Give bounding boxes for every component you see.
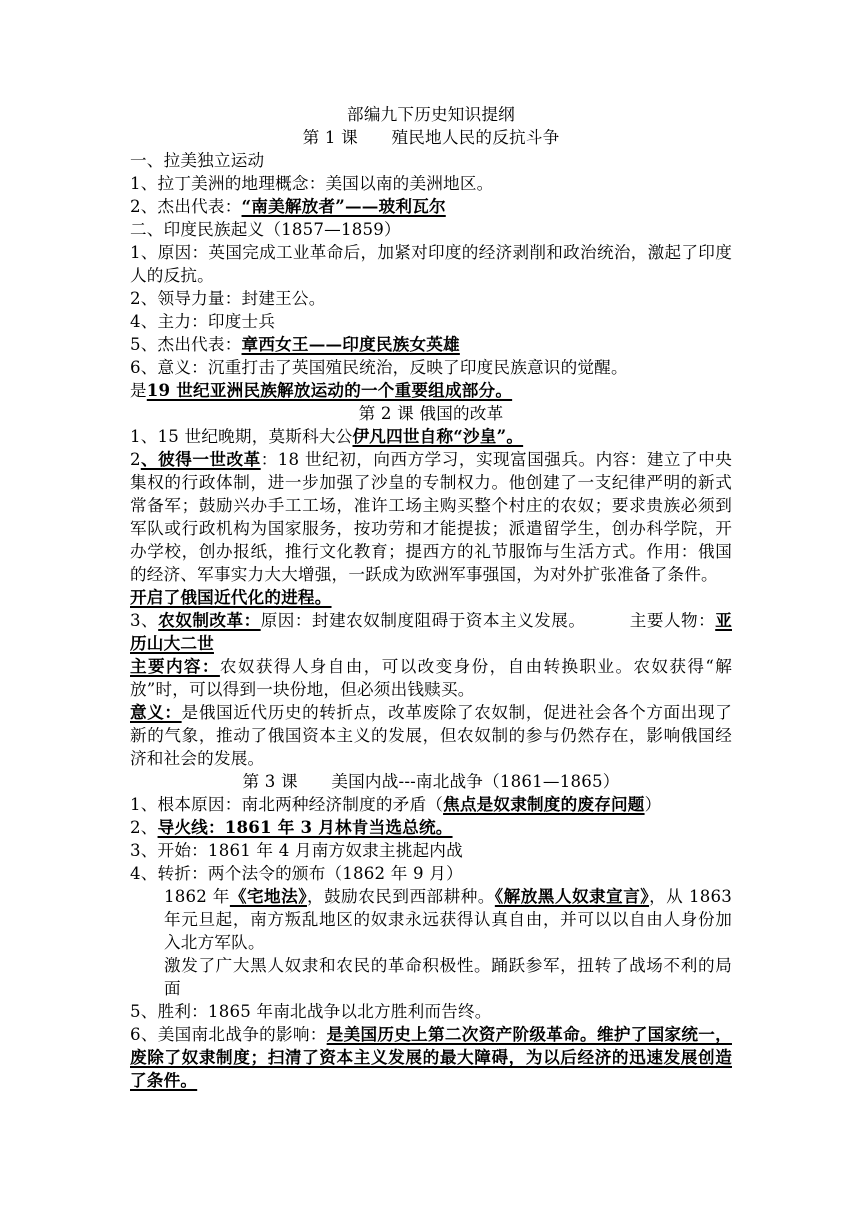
- paragraph: 1、根本原因：南北两种经济制度的矛盾（焦点是奴隶制度的废存问题）: [130, 794, 662, 814]
- paragraph: 4、转折：两个法令的颁布（1862 年 9 月）: [130, 864, 463, 883]
- paragraph: 意义：是俄国近代历史的转折点，改革废除了农奴制，促进社会各个方面出现了新的气象，推动了俄国资本主义的发展，但农奴制的参与仍然存在，影响俄国经济和社会的发展。: [130, 702, 732, 768]
- paragraph: [130, 586, 732, 609]
- section-heading: 二、印度民族起义（1857—1859）: [130, 220, 401, 239]
- highlighted-text: 伊凡四世自称“沙皇”。: [352, 426, 524, 446]
- highlighted-text: 导火线：1861 年 3 月林肯当选总统。: [157, 817, 453, 837]
- highlighted-text: 主要内容：: [130, 656, 220, 676]
- highlighted-text: 焦点是奴隶制度的废存问题: [443, 794, 645, 814]
- paragraph: 3、开始：1861 年 4 月南方奴隶主挑起内战: [130, 841, 463, 860]
- paragraph: 1、原因：英国完成工业革命后，加紧对印度的经济剥削和政治统治，激起了印度人的反抗。: [130, 243, 732, 285]
- highlighted-text: 、彼得一世改革: [140, 449, 261, 469]
- paragraph: 6、美国南北战争的影响：是美国历史上第二次资产阶级革命。维护了国家统一，废除了奴隶制度；扫清了资本主义发展的最大障碍，为以后经济的迅速发展创造了条件。: [130, 1024, 732, 1090]
- section-heading: 一、拉美独立运动: [130, 151, 265, 170]
- highlighted-text: 19 世纪亚洲民族解放运动的一个重要组成部分。: [146, 380, 513, 400]
- lesson-1-heading: 第 1 课 殖民地人民的反抗斗争: [302, 128, 560, 147]
- highlighted-text: 开启了俄国近代化的进程。: [130, 587, 332, 607]
- paragraph: 2、杰出代表：“南美解放者”——玻利瓦尔: [130, 196, 446, 216]
- highlighted-text: “南美解放者”——玻利瓦尔: [241, 196, 446, 216]
- paragraph: 2、领导力量：封建王公。: [130, 289, 326, 308]
- paragraph: 是19 世纪亚洲民族解放运动的一个重要组成部分。: [130, 380, 513, 400]
- lesson-3-heading: 第 3 课 美国内战---南北战争（1861—1865）: [242, 772, 620, 791]
- paragraph: 2、彼得一世改革：18 世纪初，向西方学习，实现富国强兵。内容：建立了中央集权的行政体制，进一步加强了沙皇的专制权力。他创建了一支纪律严明的新式常备军；鼓励兴办手工工场，准许工场主购买整个村庄的农奴；要求贵族必须到军队或行政机构为国家服务，按功劳和才能提拔；派遣留学生，创办科学院，开办学校，创办报纸，推行文化教育；提西方的礼节服饰与生活方式。作用：俄国的经济、军事实力大大增强，一跃成为欧洲军事强国，为对外扩张准备了条件。: [130, 449, 732, 584]
- highlighted-text: 亚历山大二世: [130, 610, 732, 653]
- paragraph: 1、15 世纪晚期，莫斯科大公伊凡四世自称“沙皇”。: [130, 426, 524, 446]
- paragraph: 5、胜利：1865 年南北战争以北方胜利而告终。: [130, 1002, 492, 1021]
- highlighted-text: 农奴制改革：: [158, 610, 261, 630]
- paragraph: 1、拉丁美洲的地理概念：美国以南的美洲地区。: [130, 174, 494, 193]
- highlighted-text: 《宅地法》: [229, 886, 307, 906]
- paragraph: 激发了广大黑人奴隶和农民的革命积极性。踊跃参军，扭转了战场不利的局面: [164, 956, 732, 998]
- highlighted-text: 《解放黑人奴隶宣言》: [494, 886, 650, 906]
- document-page: [130, 103, 732, 1092]
- paragraph: 1862 年《宅地法》，鼓励农民到西部耕种。《解放黑人奴隶宣言》，从 1863 年元旦起，南方叛乱地区的奴隶永远获得认真自由，并可以以自由人身份加入北方军队。: [164, 886, 733, 952]
- paragraph: 5、杰出代表：章西女王——印度民族女英雄: [130, 334, 460, 354]
- highlighted-text: 意义：: [130, 702, 182, 722]
- document-title: 部编九下历史知识提纲: [347, 105, 515, 124]
- highlighted-text: 章西女王——印度民族女英雄: [241, 334, 460, 354]
- paragraph: 6、意义：沉重打击了英国殖民统治，反映了印度民族意识的觉醒。: [130, 358, 628, 377]
- highlighted-text: 是美国历史上第二次资产阶级革命。维护了国家统一，废除了奴隶制度；扫清了资本主义发展的最大障碍，为以后经济的迅速发展创造了条件。: [130, 1024, 732, 1090]
- paragraph: 2、导火线：1861 年 3 月林肯当选总统。: [130, 817, 453, 837]
- lesson-2-heading: 第 2 课 俄国的改革: [358, 404, 504, 423]
- paragraph: 主要内容：农奴获得人身自由，可以改变身份，自由转换职业。农奴获得“解放”时，可以得到一块份地，但必须出钱赎买。: [130, 656, 732, 699]
- paragraph: 3、农奴制改革：原因：封建农奴制度阻碍于资本主义发展。 主要人物：亚历山大二世: [130, 610, 732, 653]
- paragraph: 4、主力：印度士兵: [130, 312, 276, 331]
